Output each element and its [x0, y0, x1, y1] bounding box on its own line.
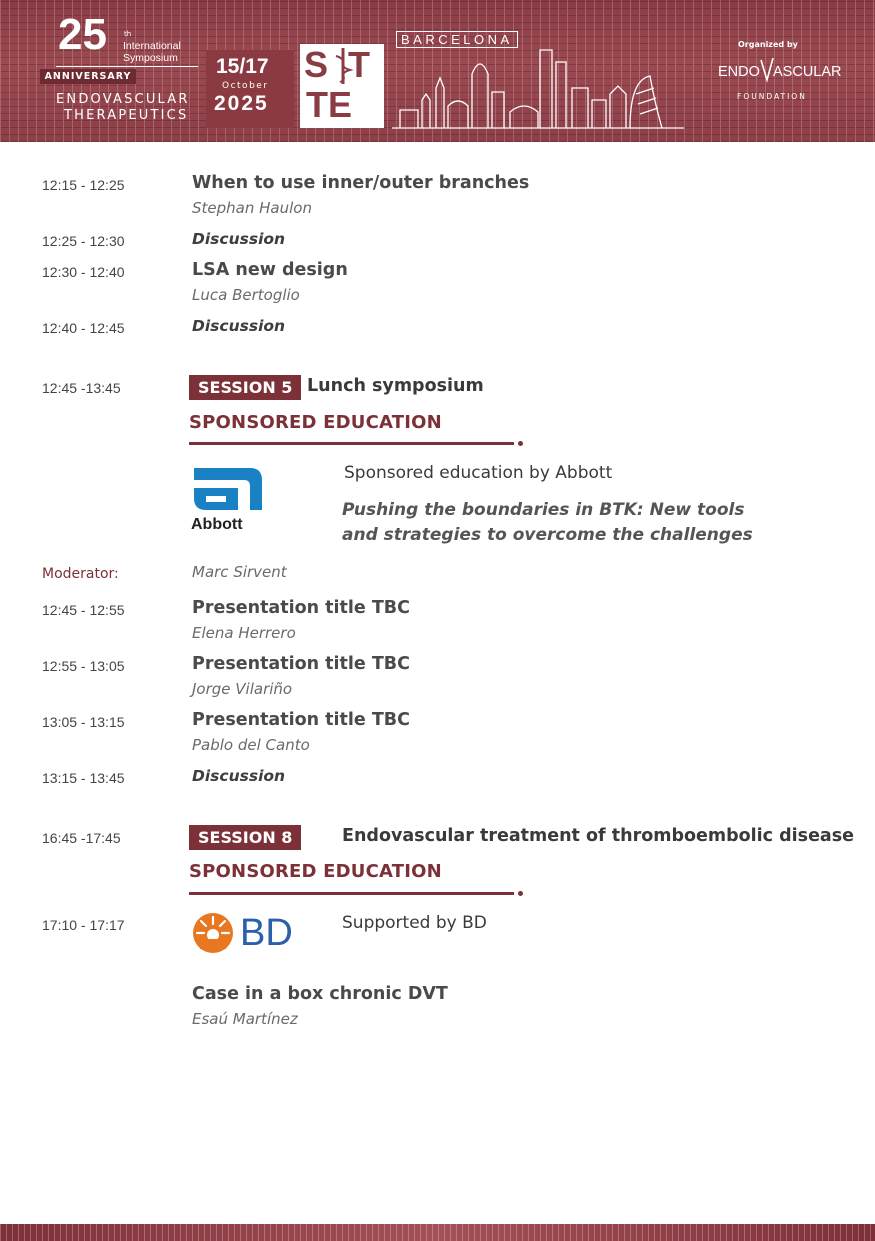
- header-banner: [0, 0, 875, 142]
- session5-talk-line1: Pushing the boundaries in BTK: New tools: [342, 500, 745, 520]
- item-speaker: Pablo del Canto: [192, 736, 310, 754]
- abbott-logo-icon: [190, 464, 266, 514]
- endovascular-line: ENDOVASCULAR: [56, 92, 190, 107]
- abbott-logo-text: Abbott: [191, 516, 243, 533]
- session5-rule: [189, 442, 514, 445]
- organized-by-label: Organized by: [738, 40, 798, 49]
- item-time: 12:45 - 12:55: [42, 602, 125, 618]
- session5-rule-dot: [518, 441, 523, 446]
- session8-label: SESSION 8: [189, 825, 301, 850]
- item-title: Presentation title TBC: [192, 598, 410, 618]
- session8-rule: [189, 892, 514, 895]
- footer-strip: [0, 1224, 875, 1241]
- barcelona-skyline-icon: [392, 40, 692, 132]
- item-time: 12:55 - 13:05: [42, 658, 125, 674]
- session8-time: 16:45 -17:45: [42, 830, 121, 846]
- footer-texture: [0, 1224, 875, 1241]
- site-logo-top: S T: [304, 44, 371, 85]
- moderator-name: Marc Sirvent: [192, 563, 287, 581]
- anniversary-underline: [56, 66, 198, 67]
- moderator-label: Moderator:: [42, 566, 119, 582]
- session5-sponsor-line: Sponsored education by Abbott: [344, 463, 613, 483]
- item-title: Presentation title TBC: [192, 710, 410, 730]
- event-month: October: [222, 81, 269, 91]
- item-time: 12:25 - 12:30: [42, 233, 125, 249]
- item-speaker: Jorge Vilariño: [192, 680, 293, 698]
- therapeutics-line: THERAPEUTICS: [64, 108, 189, 123]
- bd-logo-icon: [192, 912, 236, 954]
- discussion-label: Discussion: [192, 230, 286, 248]
- item-time: 17:10 - 17:17: [42, 917, 125, 933]
- session5-label: SESSION 5: [189, 375, 301, 400]
- session5-sponsored-heading: SPONSORED EDUCATION: [189, 412, 442, 433]
- event-year: 2025: [214, 92, 269, 115]
- discussion-label: Discussion: [192, 767, 286, 785]
- site-logo-bottom: TE: [306, 84, 353, 125]
- anniversary-suffix: th: [124, 30, 132, 38]
- caduceus-icon: [330, 46, 356, 86]
- org-foundation: FOUNDATION: [737, 92, 807, 101]
- item-speaker: Elena Herrero: [192, 624, 296, 642]
- item-speaker: Luca Bertoglio: [192, 286, 300, 304]
- session5-talk-line2: and strategies to overcome the challenges: [342, 525, 753, 545]
- city-label: BARCELONA: [396, 31, 518, 48]
- org-v-icon: [760, 56, 774, 84]
- item-title: Presentation title TBC: [192, 654, 410, 674]
- org-name-left: ENDO: [718, 64, 760, 80]
- org-name-right: ASCULAR: [773, 64, 842, 80]
- session8-talk-speaker: Esaú Martínez: [192, 1010, 298, 1028]
- session8-talk-title: Case in a box chronic DVT: [192, 984, 448, 1004]
- item-time: 13:15 - 13:45: [42, 770, 125, 786]
- event-dates: 15/17: [216, 55, 269, 78]
- session8-rule-dot: [518, 891, 523, 896]
- session8-name: Endovascular treatment of thromboembolic disease: [342, 826, 855, 846]
- bd-logo-text: BD: [240, 912, 293, 954]
- item-title: LSA new design: [192, 260, 348, 280]
- symposium-line2: Symposium: [123, 52, 178, 64]
- item-time: 13:05 - 13:15: [42, 714, 125, 730]
- session8-sponsored-heading: SPONSORED EDUCATION: [189, 861, 442, 882]
- discussion-label: Discussion: [192, 317, 286, 335]
- item-time: 12:40 - 12:45: [42, 320, 125, 336]
- item-time: 12:30 - 12:40: [42, 264, 125, 280]
- anniversary-label: ANNIVERSARY: [40, 69, 136, 84]
- symposium-line1: International: [123, 40, 181, 52]
- session5-time: 12:45 -13:45: [42, 380, 121, 396]
- session8-sponsor-line: Supported by BD: [342, 913, 487, 933]
- anniversary-number: 25: [58, 10, 107, 59]
- session5-name: Lunch symposium: [307, 376, 484, 396]
- item-speaker: Stephan Haulon: [192, 199, 312, 217]
- item-time: 12:15 - 12:25: [42, 177, 125, 193]
- item-title: When to use inner/outer branches: [192, 173, 530, 193]
